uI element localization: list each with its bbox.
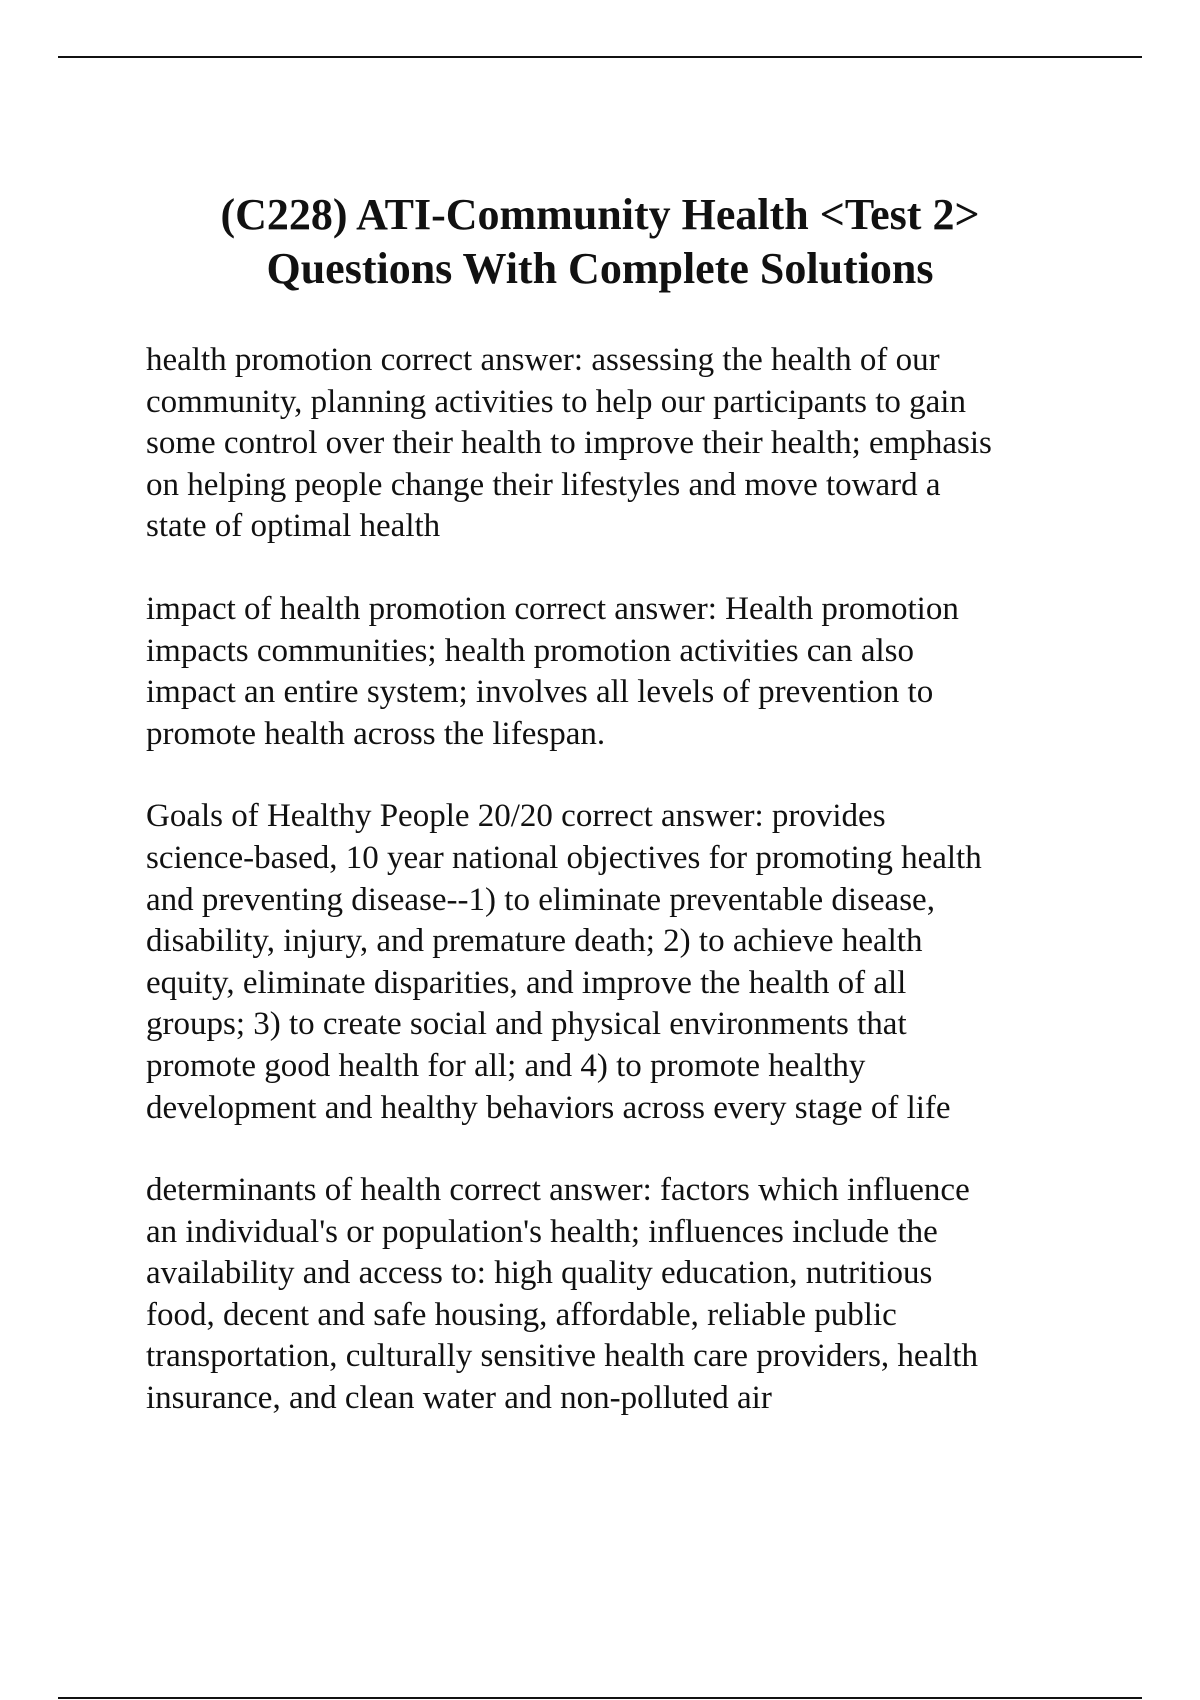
entry-line: science-based, 10 year national objectives for promoting health <box>146 839 982 876</box>
top-rule <box>58 56 1142 58</box>
entry-line: impacts communities; health promotion activities can also <box>146 632 914 669</box>
entry-line: health promotion correct answer: assessing the health of our <box>146 342 940 378</box>
document-body <box>146 340 1106 1461</box>
entry-line: groups; 3) to create social and physical environments that <box>146 1006 907 1043</box>
entry-determinants-of-health <box>146 1170 1106 1420</box>
entry-line: Goals of Healthy People 20/20 correct answer: provides <box>146 798 886 835</box>
entry-line: food, decent and safe housing, affordable, reliable public <box>146 1296 897 1333</box>
entry-line: development and healthy behaviors across every stage of life <box>146 1089 951 1126</box>
entry-impact-of-health-promotion <box>146 589 1106 755</box>
entry-line: equity, eliminate disparities, and improve the health of all <box>146 964 907 1001</box>
entry-line: state of optimal health <box>146 508 441 545</box>
entry-line: promote health across the lifespan. <box>146 715 606 752</box>
entry-line: availability and access to: high quality education, nutritious <box>146 1255 933 1292</box>
entry-line: community, planning activities to help our participants to gain <box>146 383 966 420</box>
title-line-2: Questions With Complete Solutions <box>266 244 934 293</box>
bottom-rule <box>58 1697 1142 1699</box>
document-title <box>60 188 1140 296</box>
entry-line: some control over their health to improve their health; emphasis <box>146 425 992 462</box>
entry-line: determinants of health correct answer: factors which influence <box>146 1172 970 1209</box>
entry-line: and preventing disease--1) to eliminate preventable disease, <box>146 881 935 918</box>
entry-goals-healthy-people <box>146 796 1106 1129</box>
entry-line: insurance, and clean water and non-polluted air <box>146 1380 772 1417</box>
title-line-1: (C228) ATI-Community Health <Test 2> <box>220 190 980 239</box>
entry-line: impact an entire system; involves all levels of prevention to <box>146 674 934 711</box>
entry-line: promote good health for all; and 4) to promote healthy <box>146 1047 866 1084</box>
entry-health-promotion <box>146 340 1106 548</box>
entry-line: disability, injury, and premature death; 2) to achieve health <box>146 923 923 960</box>
entry-line: transportation, culturally sensitive health care providers, health <box>146 1338 979 1375</box>
entry-line: impact of health promotion correct answer: Health promotion <box>146 590 959 627</box>
entry-line: on helping people change their lifestyles and move toward a <box>146 466 941 503</box>
entry-line: an individual's or population's health; influences include the <box>146 1213 938 1250</box>
